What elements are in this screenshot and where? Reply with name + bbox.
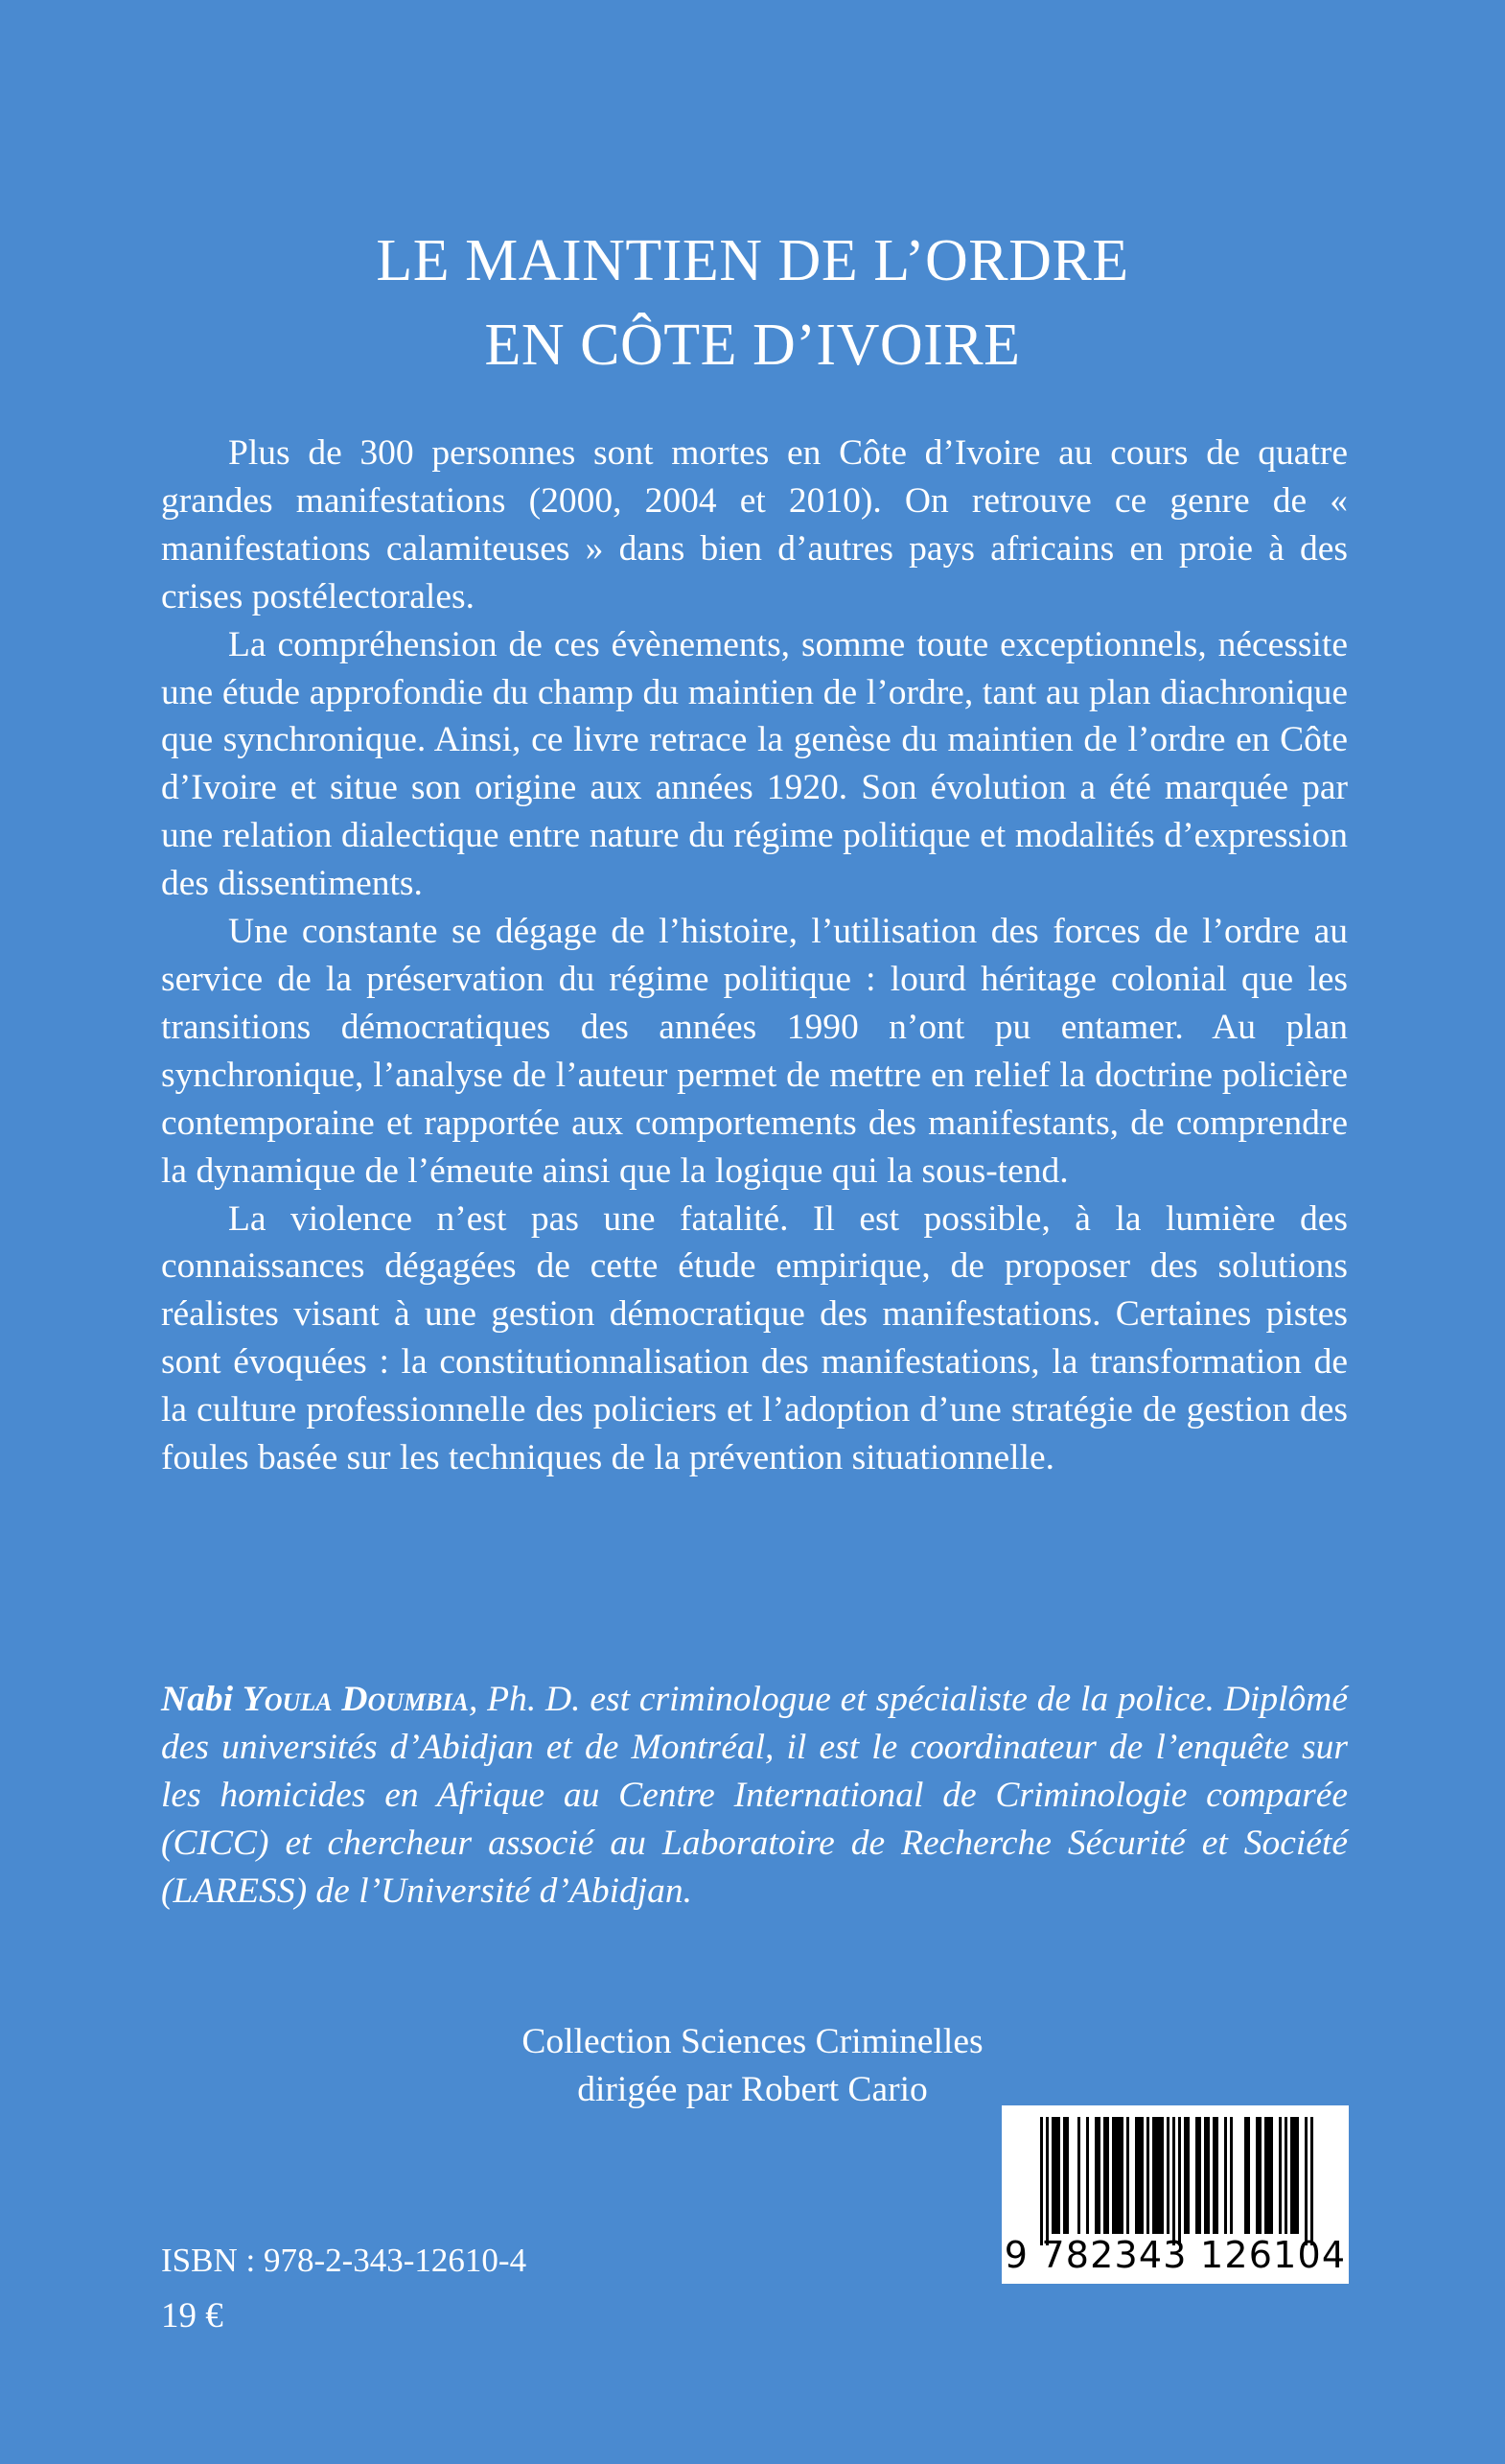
- barcode-bar: [1305, 2117, 1308, 2245]
- isbn: ISBN : 978-2-343-12610-4: [161, 2242, 527, 2279]
- author-first-name: Nabi: [161, 1680, 233, 1719]
- barcode-digits: 9 782343 126104: [1004, 2234, 1347, 2276]
- title-line-2: EN CÔTE D’IVOIRE: [484, 313, 1021, 378]
- barcode-bar: [1054, 2117, 1057, 2234]
- author-bio: [161, 1676, 1348, 1916]
- blurb-paragraph-3: Une constante se dégage de l’histoire, l’utilisation des forces de l’ordre au service de la préservation du régime politique : lourd héritage colonial que les transitions démocratiques des années 1990 n’ont pu entamer. Au plan synchronique, l’analyse de l’auteur permet de mettre en relief la doctrine policière contemporaine et rapportée aux comportements des manifestants, de comprendre la dynamique de l’émeute ainsi que la logique qui la sous-tend.: [161, 912, 1348, 1191]
- barcode-bar: [1046, 2117, 1049, 2245]
- barcode-bar: [1138, 2117, 1141, 2234]
- author-bio-text: , Ph. D. est criminologue et spécialiste de la police. Diplômé des universités d’Abidjan et de Montréal, il est le coordinateur de l’enquête sur les homicides en Afrique au Centre International de Criminologie comparée (CICC) et chercheur associé au Laboratoire de Recherche Sécurité et Société (LARESS) de l’Université d’Abidjan.: [161, 1680, 1348, 1911]
- barcode-bar: [1256, 2117, 1259, 2234]
- collection-info: [0, 2018, 1505, 2114]
- barcode-bar: [1285, 2117, 1287, 2234]
- barcode-bar: [1158, 2117, 1161, 2234]
- barcode-bar: [1198, 2117, 1201, 2234]
- barcode-bar: [1230, 2117, 1233, 2234]
- barcode-bar: [1106, 2117, 1109, 2234]
- barcode: [1002, 2105, 1349, 2284]
- barcode-bar: [1296, 2117, 1299, 2234]
- barcode-bar: [1115, 2117, 1118, 2234]
- barcode-bar: [1095, 2117, 1098, 2234]
- barcode-bar: [1052, 2117, 1054, 2234]
- barcode-bar: [1172, 2117, 1175, 2245]
- barcode-bar: [1103, 2117, 1106, 2234]
- barcode-bar: [1135, 2117, 1138, 2234]
- barcode-bar: [1270, 2117, 1273, 2234]
- barcode-bar: [1204, 2117, 1207, 2234]
- blurb: [161, 430, 1348, 1482]
- barcode-bar: [1207, 2117, 1210, 2234]
- barcode-bar: [1224, 2117, 1227, 2234]
- author-surname: Youla Doumbia: [242, 1680, 469, 1719]
- barcode-bar: [1057, 2117, 1060, 2234]
- barcode-bar: [1161, 2117, 1164, 2234]
- blurb-paragraph-1: Plus de 300 personnes sont mortes en Côte d’Ivoire au cours de quatre grandes manifestations (2000, 2004 et 2010). On retrouve ce genre de « manifestations calamiteuses » dans bien d’autres pays africains en proie à des crises postélectorales.: [161, 433, 1348, 616]
- price: 19 €: [161, 2296, 223, 2336]
- barcode-bar: [1195, 2117, 1198, 2234]
- barcode-bar: [1267, 2117, 1270, 2234]
- barcode-bar: [1098, 2117, 1100, 2234]
- title-line-1: LE MAINTIEN DE L’ORDRE: [376, 228, 1129, 293]
- barcode-bar: [1077, 2117, 1080, 2234]
- barcode-bar: [1279, 2117, 1282, 2234]
- book-title: [0, 219, 1505, 387]
- barcode-bar: [1112, 2117, 1115, 2234]
- barcode-bar: [1118, 2117, 1121, 2234]
- barcode-bar: [1290, 2117, 1293, 2234]
- barcode-bar: [1040, 2117, 1043, 2245]
- barcode-bar: [1086, 2117, 1089, 2234]
- collection-director: dirigée par Robert Cario: [577, 2070, 928, 2109]
- barcode-bar: [1244, 2117, 1247, 2234]
- barcode-bar: [1121, 2117, 1123, 2234]
- blurb-paragraph-4: La violence n’est pas une fatalité. Il est possible, à la lumière des connaissances dégagées de cette étude empirique, de proposer des solutions réalistes visant à une gestion démocratique des manifestations. Certaines pistes sont évoquées : la constitutionnalisation des manifestations, la transformation de la culture professionnelle des policiers et l’adoption d’une stratégie de gestion des foules basée sur les techniques de la prévention situationnelle.: [161, 1198, 1348, 1478]
- collection-name: Collection Sciences Criminelles: [521, 2022, 984, 2061]
- barcode-bar: [1155, 2117, 1158, 2234]
- barcode-bar: [1310, 2117, 1313, 2245]
- barcode-bar: [1216, 2117, 1218, 2234]
- barcode-bar: [1293, 2117, 1296, 2234]
- barcode-bar: [1063, 2117, 1066, 2234]
- barcode-bar: [1187, 2117, 1190, 2234]
- barcode-bar: [1152, 2117, 1155, 2234]
- barcode-bar: [1178, 2117, 1181, 2245]
- barcode-bar: [1184, 2117, 1187, 2234]
- barcode-bar: [1213, 2117, 1216, 2234]
- barcode-bar: [1247, 2117, 1250, 2234]
- barcode-bar: [1167, 2117, 1169, 2234]
- barcode-bar: [1146, 2117, 1149, 2234]
- barcode-bar: [1259, 2117, 1262, 2234]
- barcode-bar: [1126, 2117, 1129, 2234]
- barcode-bar: [1264, 2117, 1267, 2234]
- barcode-bar: [1066, 2117, 1069, 2234]
- barcode-bar: [1141, 2117, 1144, 2234]
- blurb-paragraph-2: La compréhension de ces évènements, somme toute exceptionnels, nécessite une étude approfondie du champ du maintien de l’ordre, tant au plan diachronique que synchronique. Ainsi, ce livre retrace la genèse du maintien de l’ordre en Côte d’Ivoire et situe son origine aux années 1920. Son évolution a été marquée par une relation dialectique entre nature du régime politique et modalités d’expression des dissentiments.: [161, 624, 1348, 904]
